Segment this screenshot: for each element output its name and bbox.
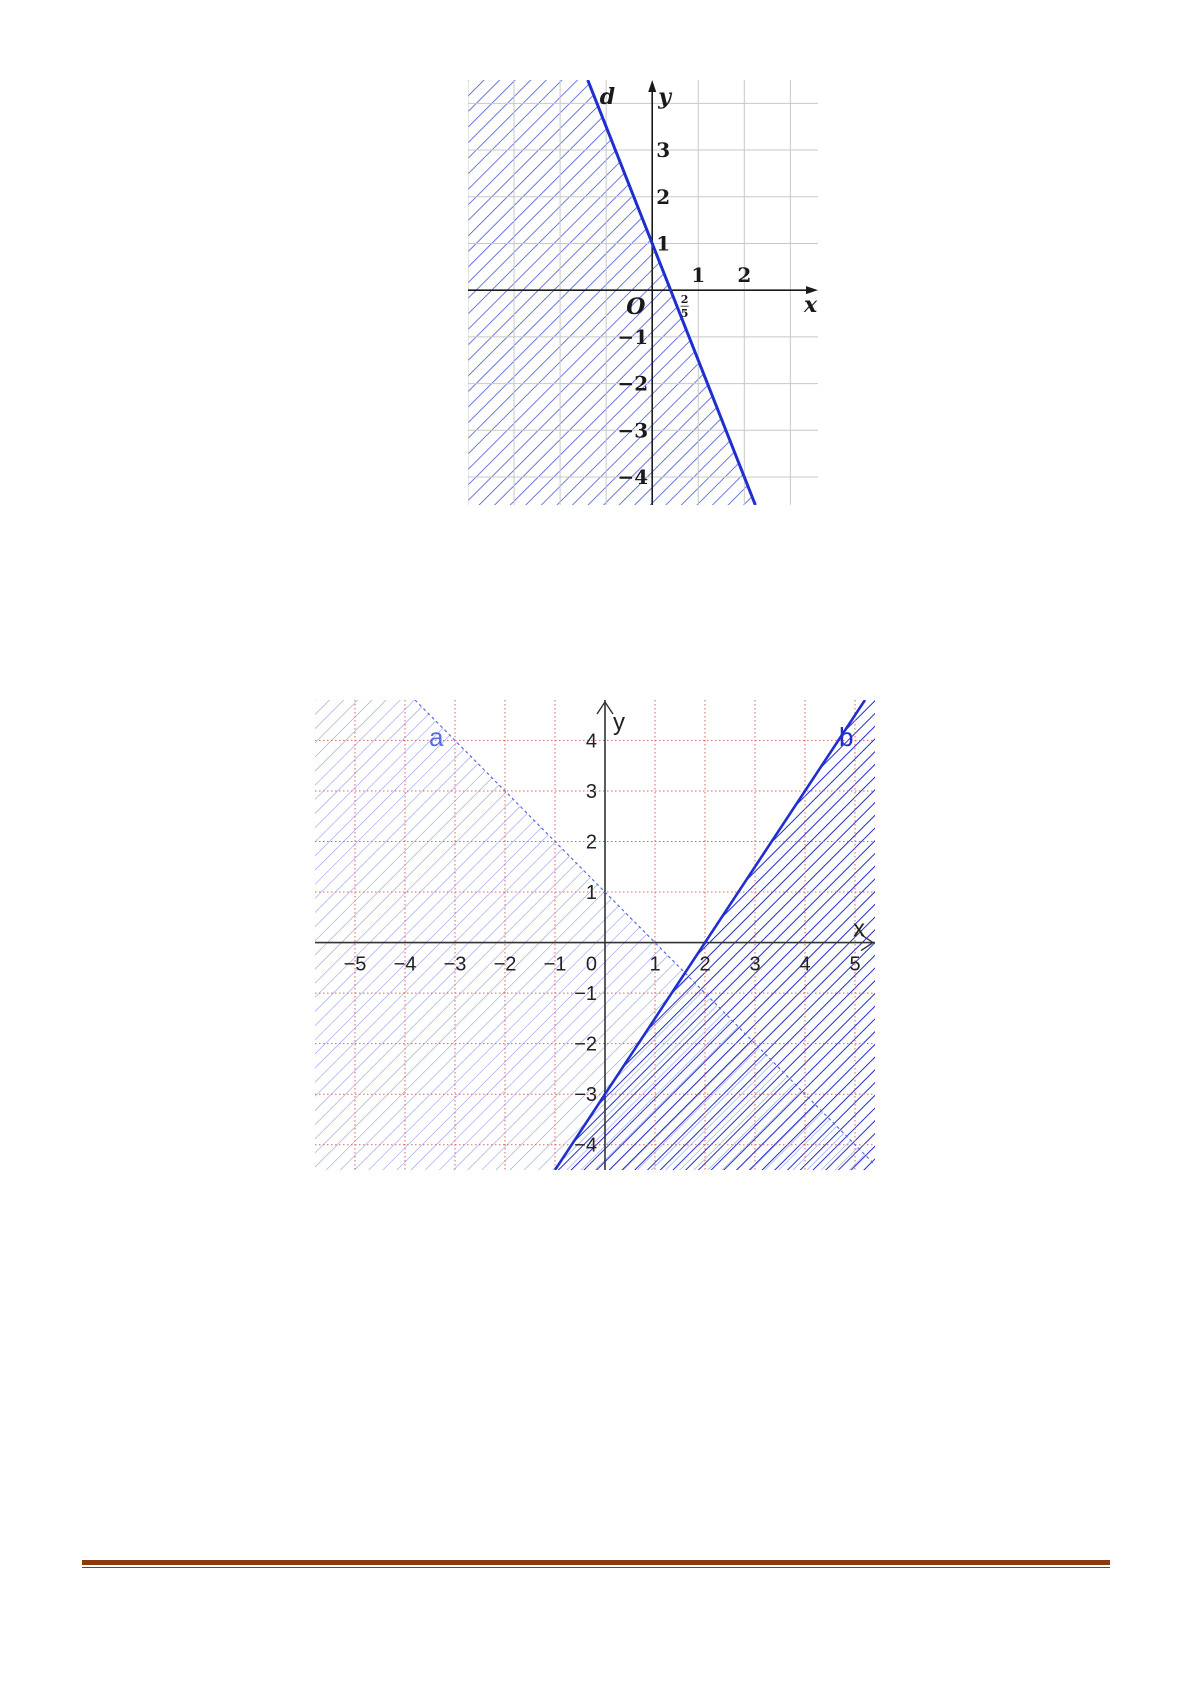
- x-tick-label: −2: [493, 953, 517, 976]
- footer-rule-thin: [82, 1567, 1110, 1568]
- y-tick-label: 3: [656, 138, 671, 163]
- y-axis-label: y: [658, 84, 672, 110]
- x-axis-label: x: [804, 292, 818, 319]
- y-tick-label: −3: [574, 1084, 597, 1107]
- x-tick-label: 5: [849, 953, 861, 976]
- line-a-label: a: [429, 722, 444, 752]
- line-d-label: d: [599, 84, 616, 110]
- y-tick-label: 2: [656, 184, 671, 209]
- x-tick-label: 1: [649, 953, 661, 976]
- origin-label: 0: [585, 953, 597, 976]
- root-fraction-numerator: 2: [680, 293, 689, 307]
- x-tick-label: 1: [691, 263, 706, 288]
- x-tick-label: 2: [737, 263, 752, 288]
- x-tick-label: −3: [443, 953, 467, 976]
- y-tick-label: 1: [656, 231, 671, 256]
- x-tick-label: −5: [343, 953, 367, 976]
- y-tick-label: 2: [585, 831, 597, 854]
- y-tick-label: −4: [574, 1134, 597, 1157]
- y-axis-arrow-icon: [648, 80, 656, 92]
- y-tick-label: −1: [617, 324, 649, 349]
- line-b-label: b: [839, 722, 854, 752]
- x-axis-label: x: [853, 915, 865, 943]
- y-tick-label: −2: [617, 371, 649, 396]
- y-tick-label: 4: [585, 730, 597, 753]
- footer-rule-thick: [82, 1560, 1110, 1565]
- x-tick-label: 4: [799, 953, 811, 976]
- origin-label: O: [626, 294, 646, 321]
- x-tick-label: 2: [699, 953, 711, 976]
- root-fraction-denominator: 5: [680, 307, 689, 321]
- y-axis-label: y: [613, 709, 625, 736]
- y-tick-label: 1: [585, 882, 597, 905]
- y-tick-label: −2: [574, 1033, 597, 1056]
- y-tick-label: 3: [585, 780, 597, 803]
- y-tick-label: −4: [617, 464, 649, 489]
- y-tick-label: −1: [574, 983, 597, 1006]
- x-tick-label: −1: [543, 953, 567, 976]
- x-tick-label: 3: [749, 953, 761, 976]
- figure-1-coordinate-plane: [468, 80, 818, 505]
- figure-2-coordinate-plane: [315, 700, 875, 1170]
- x-tick-label: −4: [393, 953, 417, 976]
- y-tick-label: −3: [617, 418, 649, 443]
